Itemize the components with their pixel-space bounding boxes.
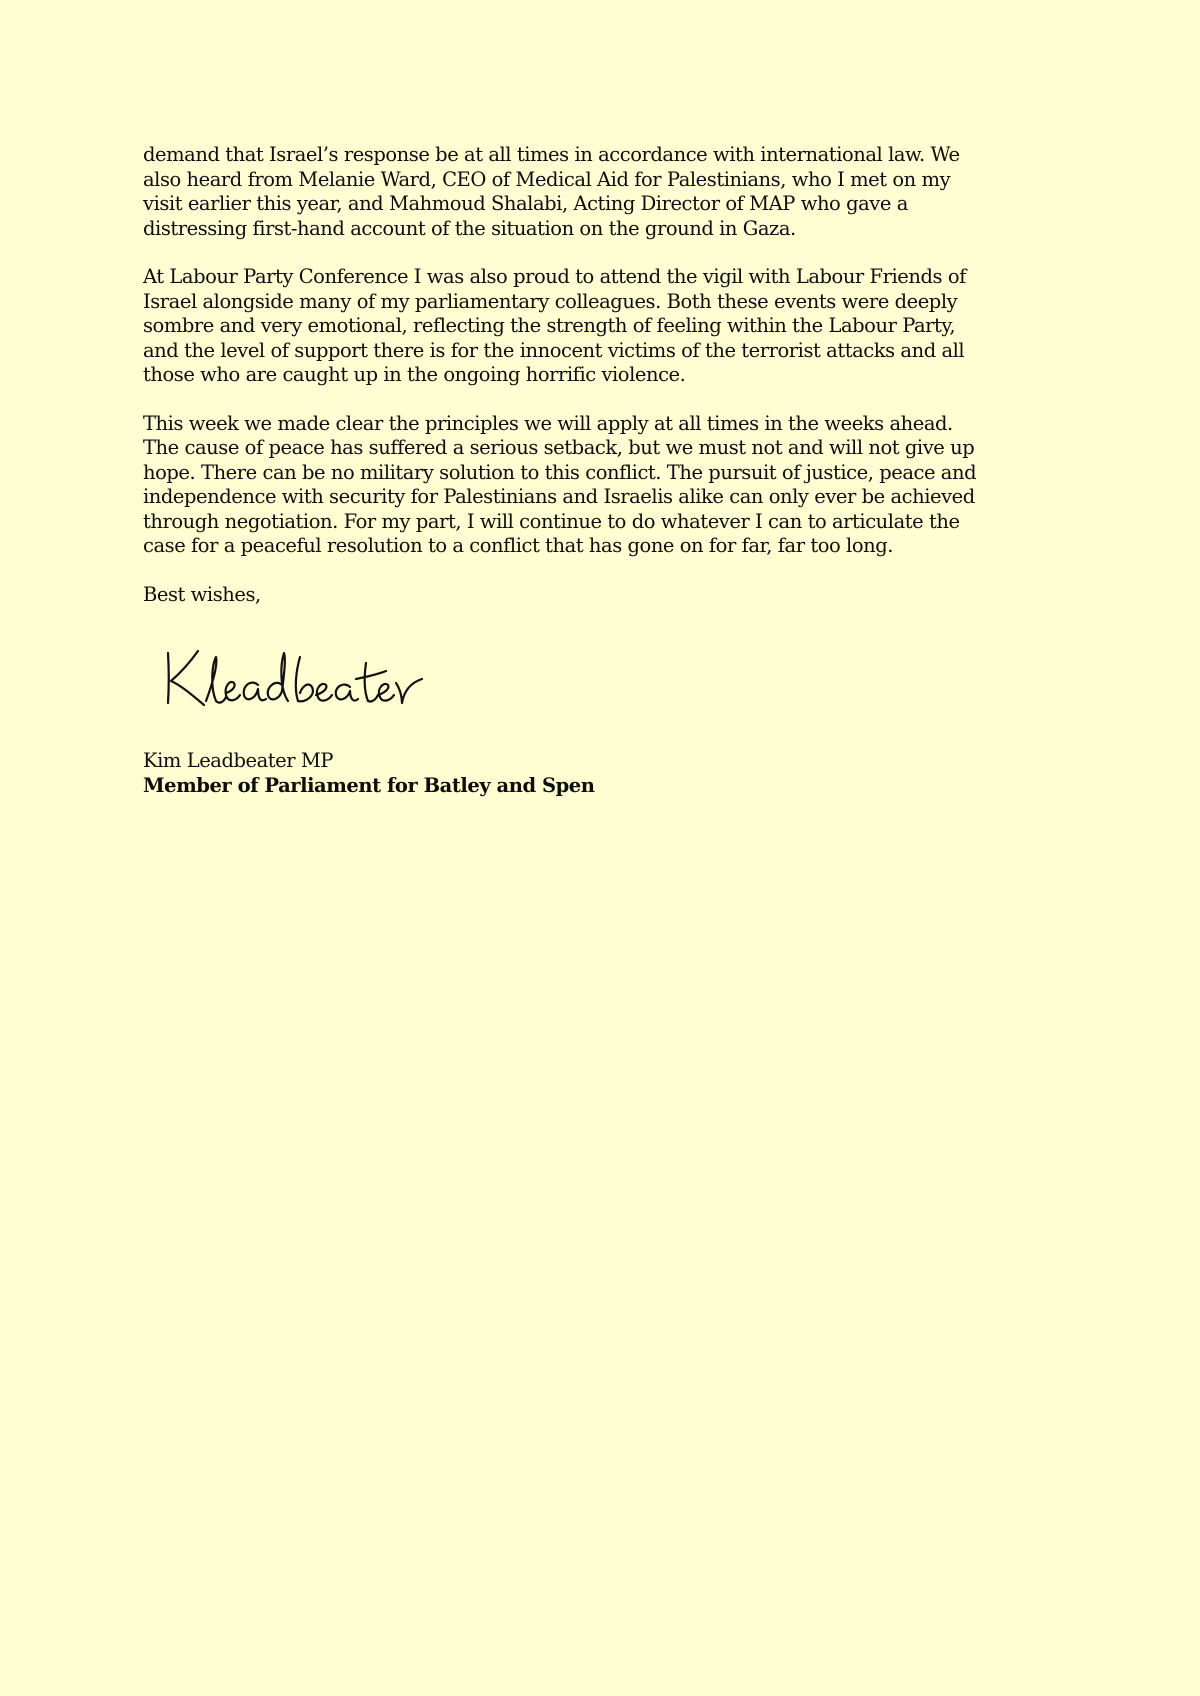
paragraph-line: those who are caught up in the ongoing horrific violence. bbox=[143, 363, 686, 386]
paragraph-line: visit earlier this year, and Mahmoud Shalabi, Acting Director of MAP who gave a bbox=[143, 192, 908, 215]
paragraph-2 bbox=[143, 265, 1063, 388]
paragraph-line: case for a peaceful resolution to a conflict that has gone on for far, far too long. bbox=[143, 534, 894, 557]
paragraph-line: distressing first-hand account of the situation on the ground in Gaza. bbox=[143, 216, 796, 240]
sender-name: Kim Leadbeater MP bbox=[143, 749, 334, 772]
paragraph-line: through negotiation. For my part, I will continue to do whatever I can to articulate the bbox=[143, 509, 960, 533]
paragraph-line: demand that Israel’s response be at all times in accordance with international law. We bbox=[143, 143, 960, 166]
paragraph-line: The cause of peace has suffered a serious setback, but we must not and will not give up bbox=[143, 436, 975, 459]
paragraph-line: At Labour Party Conference I was also proud to attend the vigil with Labour Friends of bbox=[143, 265, 966, 288]
paragraph-1 bbox=[143, 143, 1063, 241]
closing-salutation: Best wishes, bbox=[143, 582, 261, 606]
paragraph-line: hope. There can be no military solution to this conflict. The pursuit of justice, peace and bbox=[143, 460, 977, 484]
paragraph-line: independence with security for Palestinians and Israelis alike can only ever be achieved bbox=[143, 485, 975, 508]
paragraph-line: Israel alongside many of my parliamentary colleagues. Both these events were deeply bbox=[143, 289, 958, 313]
paragraph-line: sombre and very emotional, reflecting the strength of feeling within the Labour Party, bbox=[143, 314, 956, 337]
handwritten-signature bbox=[160, 635, 560, 715]
sender-title: Member of Parliament for Batley and Spen bbox=[143, 774, 595, 797]
paragraph-3 bbox=[143, 412, 1063, 559]
paragraph-line: also heard from Melanie Ward, CEO of Medical Aid for Palestinians, who I met on my bbox=[143, 167, 951, 191]
letter-body bbox=[143, 143, 1063, 607]
paragraph-line: This week we made clear the principles we will apply at all times in the weeks ahead. bbox=[143, 411, 953, 435]
paragraph-line: and the level of support there is for the innocent victims of the terrorist attacks and all bbox=[143, 338, 965, 362]
